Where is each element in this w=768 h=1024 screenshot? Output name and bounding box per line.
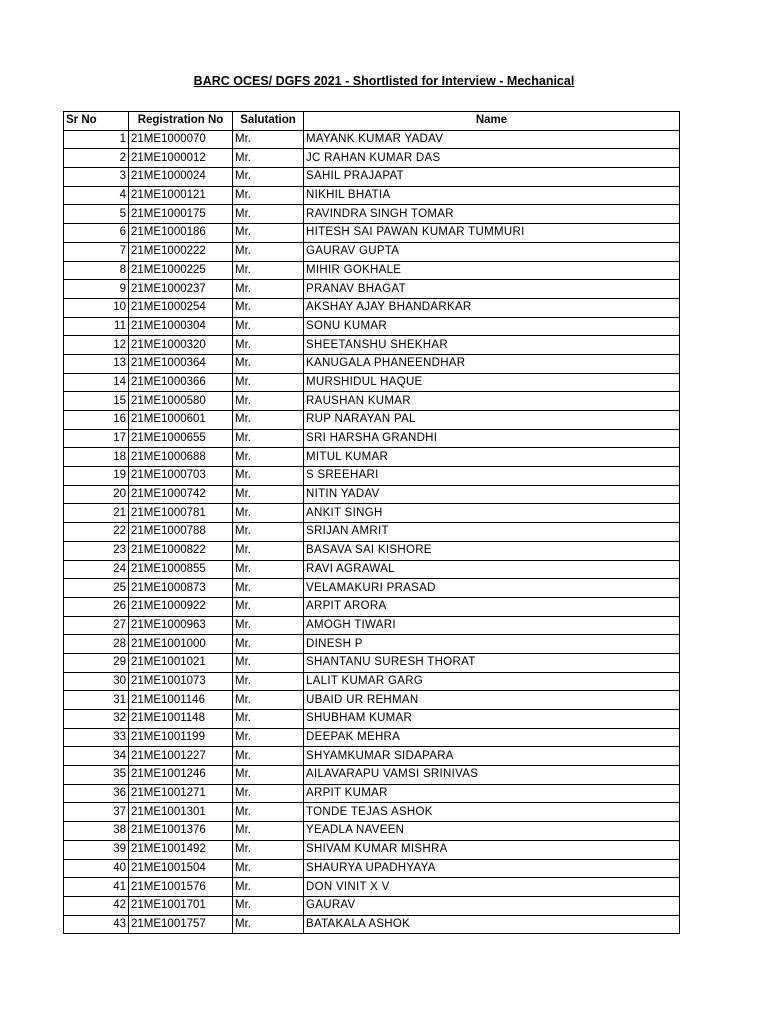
- sr-no-cell: 25: [64, 579, 129, 598]
- registration-no-cell: 21ME1000922: [129, 597, 233, 616]
- sr-no-cell: 16: [64, 411, 129, 430]
- registration-no-cell: 21ME1000688: [129, 448, 233, 467]
- salutation-cell: Mr.: [233, 317, 304, 336]
- sr-no-cell: 30: [64, 672, 129, 691]
- sr-no-cell: 31: [64, 691, 129, 710]
- sr-no-cell: 24: [64, 560, 129, 579]
- table-row: [64, 224, 680, 243]
- table-row: [64, 523, 680, 542]
- salutation-cell: Mr.: [233, 354, 304, 373]
- name-cell: S SREEHARI: [304, 467, 680, 486]
- salutation-cell: Mr.: [233, 280, 304, 299]
- sr-no-cell: 36: [64, 784, 129, 803]
- name-cell: RAUSHAN KUMAR: [304, 392, 680, 411]
- name-cell: BATAKALA ASHOK: [304, 915, 680, 934]
- sr-no-cell: 13: [64, 354, 129, 373]
- table-row: [64, 878, 680, 897]
- registration-no-cell: 21ME1000788: [129, 523, 233, 542]
- salutation-cell: Mr.: [233, 186, 304, 205]
- registration-no-cell: 21ME1000963: [129, 616, 233, 635]
- table-row: [64, 298, 680, 317]
- table-row: [64, 186, 680, 205]
- registration-no-cell: 21ME1000024: [129, 168, 233, 187]
- registration-no-cell: 21ME1000225: [129, 261, 233, 280]
- column-header-sr-no: Sr No: [64, 112, 129, 131]
- table-row: [64, 317, 680, 336]
- registration-no-cell: 21ME1000366: [129, 373, 233, 392]
- sr-no-cell: 4: [64, 186, 129, 205]
- registration-no-cell: 21ME1000186: [129, 224, 233, 243]
- name-cell: NITIN YADAV: [304, 485, 680, 504]
- salutation-cell: Mr.: [233, 691, 304, 710]
- name-cell: SHYAMKUMAR SIDAPARA: [304, 747, 680, 766]
- table-row: [64, 429, 680, 448]
- registration-no-cell: 21ME1001701: [129, 896, 233, 915]
- salutation-cell: Mr.: [233, 878, 304, 897]
- name-cell: SRIJAN AMRIT: [304, 523, 680, 542]
- sr-no-cell: 41: [64, 878, 129, 897]
- name-cell: DEEPAK MEHRA: [304, 728, 680, 747]
- table-body: [64, 130, 680, 934]
- registration-no-cell: 21ME1000703: [129, 467, 233, 486]
- sr-no-cell: 12: [64, 336, 129, 355]
- registration-no-cell: 21ME1001246: [129, 766, 233, 785]
- salutation-cell: Mr.: [233, 205, 304, 224]
- name-cell: SAHIL PRAJAPAT: [304, 168, 680, 187]
- sr-no-cell: 3: [64, 168, 129, 187]
- salutation-cell: Mr.: [233, 149, 304, 168]
- table-row: [64, 373, 680, 392]
- table-row: [64, 915, 680, 934]
- registration-no-cell: 21ME1000070: [129, 130, 233, 149]
- name-cell: LALIT KUMAR GARG: [304, 672, 680, 691]
- registration-no-cell: 21ME1000655: [129, 429, 233, 448]
- sr-no-cell: 15: [64, 392, 129, 411]
- sr-no-cell: 2: [64, 149, 129, 168]
- sr-no-cell: 27: [64, 616, 129, 635]
- name-cell: ARPIT ARORA: [304, 597, 680, 616]
- table-row: [64, 896, 680, 915]
- name-cell: VELAMAKURI PRASAD: [304, 579, 680, 598]
- registration-no-cell: 21ME1000012: [129, 149, 233, 168]
- salutation-cell: Mr.: [233, 336, 304, 355]
- sr-no-cell: 32: [64, 710, 129, 729]
- table-row: [64, 242, 680, 261]
- name-cell: MAYANK KUMAR YADAV: [304, 130, 680, 149]
- salutation-cell: Mr.: [233, 616, 304, 635]
- registration-no-cell: 21ME1000222: [129, 242, 233, 261]
- salutation-cell: Mr.: [233, 298, 304, 317]
- sr-no-cell: 9: [64, 280, 129, 299]
- table-row: [64, 579, 680, 598]
- table-row: [64, 710, 680, 729]
- sr-no-cell: 1: [64, 130, 129, 149]
- sr-no-cell: 7: [64, 242, 129, 261]
- salutation-cell: Mr.: [233, 597, 304, 616]
- name-cell: MURSHIDUL HAQUE: [304, 373, 680, 392]
- registration-no-cell: 21ME1000364: [129, 354, 233, 373]
- table-row: [64, 672, 680, 691]
- table-row: [64, 411, 680, 430]
- sr-no-cell: 11: [64, 317, 129, 336]
- salutation-cell: Mr.: [233, 915, 304, 934]
- table-row: [64, 840, 680, 859]
- name-cell: KANUGALA PHANEENDHAR: [304, 354, 680, 373]
- sr-no-cell: 17: [64, 429, 129, 448]
- table-row: [64, 149, 680, 168]
- name-cell: TONDE TEJAS ASHOK: [304, 803, 680, 822]
- name-cell: YEADLA NAVEEN: [304, 822, 680, 841]
- name-cell: BASAVA SAI KISHORE: [304, 541, 680, 560]
- table-row: [64, 467, 680, 486]
- salutation-cell: Mr.: [233, 261, 304, 280]
- sr-no-cell: 10: [64, 298, 129, 317]
- name-cell: SHANTANU SURESH THORAT: [304, 653, 680, 672]
- registration-no-cell: 21ME1000254: [129, 298, 233, 317]
- registration-no-cell: 21ME1000855: [129, 560, 233, 579]
- name-cell: AILAVARAPU VAMSI SRINIVAS: [304, 766, 680, 785]
- name-cell: AMOGH TIWARI: [304, 616, 680, 635]
- column-header-salutation: Salutation: [233, 112, 304, 131]
- salutation-cell: Mr.: [233, 728, 304, 747]
- table-row: [64, 485, 680, 504]
- salutation-cell: Mr.: [233, 224, 304, 243]
- name-cell: HITESH SAI PAWAN KUMAR TUMMURI: [304, 224, 680, 243]
- document-title: BARC OCES/ DGFS 2021 - Shortlisted for Interview - Mechanical: [193, 74, 575, 88]
- column-header-name: Name: [304, 112, 680, 131]
- name-cell: DINESH P: [304, 635, 680, 654]
- salutation-cell: Mr.: [233, 448, 304, 467]
- sr-no-cell: 40: [64, 859, 129, 878]
- name-cell: RUP NARAYAN PAL: [304, 411, 680, 430]
- registration-no-cell: 21ME1000822: [129, 541, 233, 560]
- name-cell: MIHIR GOKHALE: [304, 261, 680, 280]
- table-row: [64, 560, 680, 579]
- registration-no-cell: 21ME1001000: [129, 635, 233, 654]
- table-row: [64, 747, 680, 766]
- table-row: [64, 616, 680, 635]
- name-cell: ARPIT KUMAR: [304, 784, 680, 803]
- sr-no-cell: 35: [64, 766, 129, 785]
- table-row: [64, 354, 680, 373]
- name-cell: PRANAV BHAGAT: [304, 280, 680, 299]
- registration-no-cell: 21ME1000580: [129, 392, 233, 411]
- sr-no-cell: 18: [64, 448, 129, 467]
- salutation-cell: Mr.: [233, 541, 304, 560]
- table-row: [64, 728, 680, 747]
- salutation-cell: Mr.: [233, 822, 304, 841]
- table-row: [64, 261, 680, 280]
- registration-no-cell: 21ME1000781: [129, 504, 233, 523]
- salutation-cell: Mr.: [233, 803, 304, 822]
- salutation-cell: Mr.: [233, 560, 304, 579]
- salutation-cell: Mr.: [233, 579, 304, 598]
- salutation-cell: Mr.: [233, 242, 304, 261]
- salutation-cell: Mr.: [233, 784, 304, 803]
- sr-no-cell: 19: [64, 467, 129, 486]
- name-cell: SHEETANSHU SHEKHAR: [304, 336, 680, 355]
- table-row: [64, 205, 680, 224]
- name-cell: UBAID UR REHMAN: [304, 691, 680, 710]
- salutation-cell: Mr.: [233, 896, 304, 915]
- sr-no-cell: 6: [64, 224, 129, 243]
- sr-no-cell: 38: [64, 822, 129, 841]
- table-row: [64, 130, 680, 149]
- salutation-cell: Mr.: [233, 766, 304, 785]
- name-cell: NIKHIL BHATIA: [304, 186, 680, 205]
- sr-no-cell: 43: [64, 915, 129, 934]
- name-cell: SONU KUMAR: [304, 317, 680, 336]
- column-header-registration-no: Registration No: [129, 112, 233, 131]
- table-row: [64, 336, 680, 355]
- name-cell: AKSHAY AJAY BHANDARKAR: [304, 298, 680, 317]
- salutation-cell: Mr.: [233, 653, 304, 672]
- salutation-cell: Mr.: [233, 467, 304, 486]
- name-cell: SRI HARSHA GRANDHI: [304, 429, 680, 448]
- sr-no-cell: 34: [64, 747, 129, 766]
- name-cell: RAVINDRA SINGH TOMAR: [304, 205, 680, 224]
- name-cell: GAURAV: [304, 896, 680, 915]
- salutation-cell: Mr.: [233, 411, 304, 430]
- name-cell: ANKIT SINGH: [304, 504, 680, 523]
- registration-no-cell: 21ME1001504: [129, 859, 233, 878]
- salutation-cell: Mr.: [233, 635, 304, 654]
- sr-no-cell: 23: [64, 541, 129, 560]
- table-header-row: [64, 112, 680, 131]
- name-cell: JC RAHAN KUMAR DAS: [304, 149, 680, 168]
- registration-no-cell: 21ME1000304: [129, 317, 233, 336]
- registration-no-cell: 21ME1001376: [129, 822, 233, 841]
- table-row: [64, 822, 680, 841]
- sr-no-cell: 28: [64, 635, 129, 654]
- registration-no-cell: 21ME1001073: [129, 672, 233, 691]
- table-row: [64, 653, 680, 672]
- registration-no-cell: 21ME1001227: [129, 747, 233, 766]
- salutation-cell: Mr.: [233, 840, 304, 859]
- registration-no-cell: 21ME1001021: [129, 653, 233, 672]
- registration-no-cell: 21ME1001576: [129, 878, 233, 897]
- table-row: [64, 803, 680, 822]
- name-cell: MITUL KUMAR: [304, 448, 680, 467]
- salutation-cell: Mr.: [233, 485, 304, 504]
- sr-no-cell: 5: [64, 205, 129, 224]
- registration-no-cell: 21ME1000601: [129, 411, 233, 430]
- sr-no-cell: 37: [64, 803, 129, 822]
- registration-no-cell: 21ME1000175: [129, 205, 233, 224]
- registration-no-cell: 21ME1000237: [129, 280, 233, 299]
- sr-no-cell: 8: [64, 261, 129, 280]
- table-row: [64, 691, 680, 710]
- table-row: [64, 597, 680, 616]
- salutation-cell: Mr.: [233, 168, 304, 187]
- salutation-cell: Mr.: [233, 373, 304, 392]
- table-row: [64, 784, 680, 803]
- registration-no-cell: 21ME1001148: [129, 710, 233, 729]
- sr-no-cell: 22: [64, 523, 129, 542]
- sr-no-cell: 29: [64, 653, 129, 672]
- salutation-cell: Mr.: [233, 672, 304, 691]
- table-row: [64, 392, 680, 411]
- name-cell: GAURAV GUPTA: [304, 242, 680, 261]
- name-cell: SHAURYA UPADHYAYA: [304, 859, 680, 878]
- table-row: [64, 448, 680, 467]
- sr-no-cell: 26: [64, 597, 129, 616]
- sr-no-cell: 33: [64, 728, 129, 747]
- table-row: [64, 859, 680, 878]
- table-row: [64, 168, 680, 187]
- sr-no-cell: 14: [64, 373, 129, 392]
- table-row: [64, 541, 680, 560]
- registration-no-cell: 21ME1001199: [129, 728, 233, 747]
- name-cell: DON VINIT X V: [304, 878, 680, 897]
- sr-no-cell: 21: [64, 504, 129, 523]
- name-cell: SHUBHAM KUMAR: [304, 710, 680, 729]
- registration-no-cell: 21ME1000742: [129, 485, 233, 504]
- sr-no-cell: 39: [64, 840, 129, 859]
- salutation-cell: Mr.: [233, 747, 304, 766]
- registration-no-cell: 21ME1001146: [129, 691, 233, 710]
- salutation-cell: Mr.: [233, 130, 304, 149]
- registration-no-cell: 21ME1001757: [129, 915, 233, 934]
- salutation-cell: Mr.: [233, 392, 304, 411]
- salutation-cell: Mr.: [233, 504, 304, 523]
- shortlist-table: [63, 111, 680, 934]
- salutation-cell: Mr.: [233, 710, 304, 729]
- table-row: [64, 504, 680, 523]
- salutation-cell: Mr.: [233, 523, 304, 542]
- registration-no-cell: 21ME1000320: [129, 336, 233, 355]
- salutation-cell: Mr.: [233, 429, 304, 448]
- table-row: [64, 280, 680, 299]
- sr-no-cell: 42: [64, 896, 129, 915]
- registration-no-cell: 21ME1001492: [129, 840, 233, 859]
- registration-no-cell: 21ME1001301: [129, 803, 233, 822]
- salutation-cell: Mr.: [233, 859, 304, 878]
- name-cell: SHIVAM KUMAR MISHRA: [304, 840, 680, 859]
- table-row: [64, 766, 680, 785]
- registration-no-cell: 21ME1000873: [129, 579, 233, 598]
- name-cell: RAVI AGRAWAL: [304, 560, 680, 579]
- registration-no-cell: 21ME1001271: [129, 784, 233, 803]
- table-row: [64, 635, 680, 654]
- sr-no-cell: 20: [64, 485, 129, 504]
- registration-no-cell: 21ME1000121: [129, 186, 233, 205]
